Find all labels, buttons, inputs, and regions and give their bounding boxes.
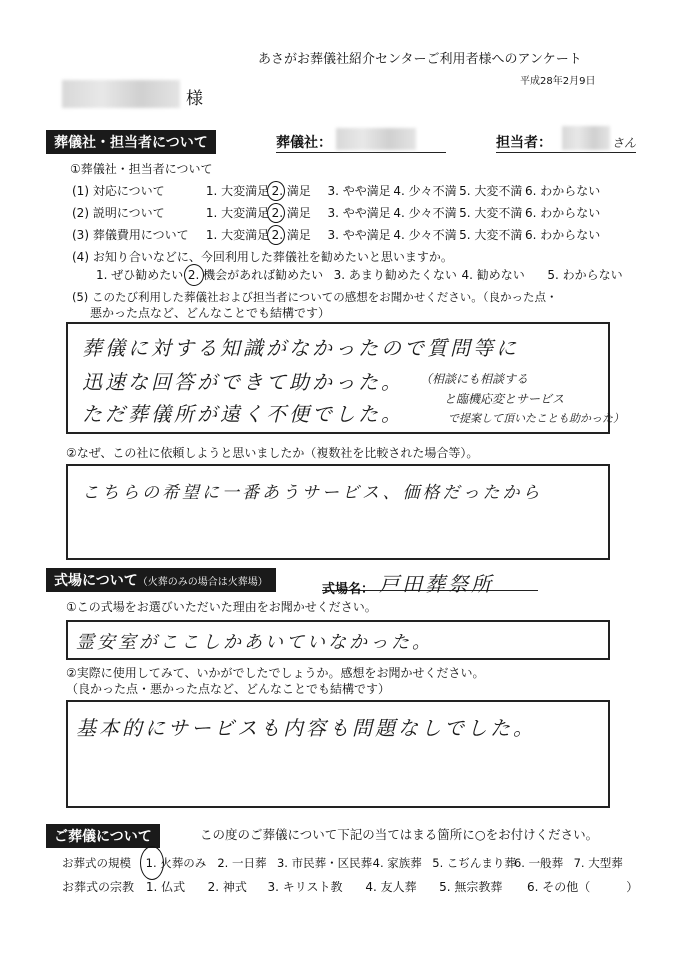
venue-q2-text-1: ②実際に使用してみて、いかがでしたでしょうか。感想をお聞かせください。 (66, 666, 485, 680)
option[interactable]: 5. 無宗教葬 (439, 880, 503, 894)
option[interactable]: 6. 一般葬 (513, 856, 564, 870)
row-label: (1) 対応について (72, 184, 165, 198)
funeral-scale-row (62, 856, 623, 870)
q5-aside-3: で提案して頂いたことも助かった） (448, 412, 624, 425)
q2-text: ②なぜ、この社に依頼しようと思いましたか（複数社を比較された場合等）。 (66, 446, 479, 460)
staff-label: 担当者： (496, 135, 552, 151)
honorific: 様 (186, 89, 203, 109)
row-label: (2) 説明について (72, 206, 165, 220)
venue-heading-label: 式場について (54, 573, 138, 589)
company-label: 葬儀社： (276, 135, 332, 151)
option-selected[interactable]: 1. 火葬のみ (146, 856, 214, 870)
venue-heading-note: （火葬のみの場合は火葬場） (137, 577, 268, 588)
option[interactable]: 1. 大変満足 (205, 228, 270, 242)
q5-answer-line-1: 葬儀に対する知識がなかったので質問等に (82, 336, 519, 360)
selection-circle (267, 225, 285, 245)
q5-text-2: 悪かった点など、どんなことでも結構です） (90, 306, 331, 320)
venue-value: 戸田葬祭所 (379, 572, 495, 596)
option[interactable]: 1. 大変満足 (205, 206, 270, 220)
option[interactable]: 4. 少々不満 (393, 184, 457, 198)
option[interactable]: 5. 大変不満 (459, 184, 523, 198)
q5-aside-2: と臨機応変とサービス (444, 392, 565, 406)
option-selected[interactable]: 2. 満足 (272, 206, 324, 220)
q5-text-1: (5) このたび利用した葬儀社および担当者についての感想をお聞かせください。（良かった点・ (72, 290, 558, 304)
option[interactable]: 3. 市民葬・区民葬 (276, 856, 373, 870)
funeral-religion-row (62, 880, 638, 894)
option-selected[interactable]: 2. 満足 (272, 184, 324, 198)
venue-q2-text-2: （良かった点・悪かった点など、どんなことでも結構です） (66, 682, 391, 696)
selection-circle (184, 264, 204, 286)
scale-label: お葬式の規模 (62, 856, 131, 870)
venue-label: 式場名： (322, 582, 375, 597)
option[interactable]: 5. こぢんまり葬 (432, 856, 516, 870)
venue-q2-answer: 基本的にサービスも内容も問題なしでした。 (76, 716, 536, 740)
funeral-instruction: この度のご葬儀について下記の当てはまる箇所に○をお付けください。 (200, 827, 599, 842)
option[interactable]: 4. 少々不満 (393, 206, 457, 220)
option[interactable]: 4. 友人葬 (365, 880, 417, 894)
venue-q2-answer-box[interactable] (66, 700, 610, 808)
option[interactable]: 2. 神式 (207, 880, 247, 894)
q5-aside-1: （相談にも相談する (420, 372, 529, 386)
option[interactable]: 4. 少々不満 (393, 228, 457, 242)
selection-circle (267, 181, 285, 201)
staff-suffix: さん (612, 136, 637, 150)
option[interactable]: 1. ぜひ勧めたい (96, 268, 184, 282)
venue-q1-answer-box[interactable] (66, 620, 610, 660)
row-label: (3) 葬儀費用について (72, 228, 189, 242)
option[interactable]: 7. 大型葬 (573, 856, 623, 870)
redacted-company (336, 128, 416, 150)
survey-date: 平成28年2月9日 (520, 76, 596, 87)
option[interactable]: 4. 家族葬 (372, 856, 422, 870)
option[interactable]: 3. やや満足 (327, 228, 391, 242)
selection-circle (267, 203, 285, 223)
option[interactable]: 6. わからない (524, 228, 601, 242)
redacted-staff (562, 126, 610, 150)
option[interactable]: 6. わからない (524, 184, 601, 198)
option[interactable]: 6. その他（ ） (526, 880, 639, 894)
q5-answer-box[interactable] (66, 322, 624, 434)
rating-row-2 (72, 206, 600, 220)
venue-q1-text: ①この式場をお選びいただいた理由をお聞かせください。 (66, 600, 377, 614)
religion-label: お葬式の宗教 (62, 880, 135, 894)
option-selected[interactable]: 2. 満足 (272, 228, 324, 242)
option[interactable]: 1. 大変満足 (205, 184, 270, 198)
venue-field[interactable] (322, 566, 538, 597)
q2-answer: こちらの希望に一番あうサービス、価格だったから (82, 483, 543, 503)
option[interactable]: 6. わからない (524, 206, 601, 220)
section-heading-funeral: ご葬儀について (46, 824, 160, 848)
option[interactable]: 5. 大変不満 (459, 228, 523, 242)
option[interactable]: 3. やや満足 (327, 206, 391, 220)
option[interactable]: 3. あまり勧めたくない (333, 268, 457, 282)
q1-title: ①葬儀社・担当者について (70, 162, 213, 176)
q5-answer-line-2: 迅速な回答ができて助かった。 (82, 370, 404, 394)
redacted-name (62, 80, 180, 108)
rating-row-3 (72, 228, 600, 242)
option[interactable]: 3. やや満足 (327, 184, 391, 198)
option[interactable]: 4. 勧めない (461, 268, 525, 282)
option-selected[interactable]: 2. 機会があれば勧めたい (188, 268, 330, 282)
option[interactable]: 5. わからない (547, 268, 623, 282)
q5-answer-line-3: ただ葬儀所が遠く不便でした。 (82, 402, 404, 426)
rating-row-1 (72, 184, 600, 198)
selection-circle (140, 846, 164, 880)
survey-title: あさがお葬儀社紹介センターご利用者様へのアンケート (258, 52, 582, 67)
venue-q1-answer: 霊安室がここしかあいていなかった。 (76, 632, 433, 653)
q2-answer-box[interactable] (66, 464, 610, 560)
option[interactable]: 5. 大変不満 (459, 206, 523, 220)
q4-options (96, 268, 623, 282)
q4-text: (4) お知り合いなどに、今回利用した葬儀社を勧めたいと思いますか。 (72, 250, 453, 264)
option[interactable]: 3. キリスト教 (267, 880, 343, 894)
section-heading-company: 葬儀社・担当者について (46, 130, 216, 154)
option[interactable]: 2. 一日葬 (217, 856, 267, 870)
option-selected[interactable]: 1. 仏式 (145, 880, 186, 894)
section-heading-venue (46, 568, 276, 592)
